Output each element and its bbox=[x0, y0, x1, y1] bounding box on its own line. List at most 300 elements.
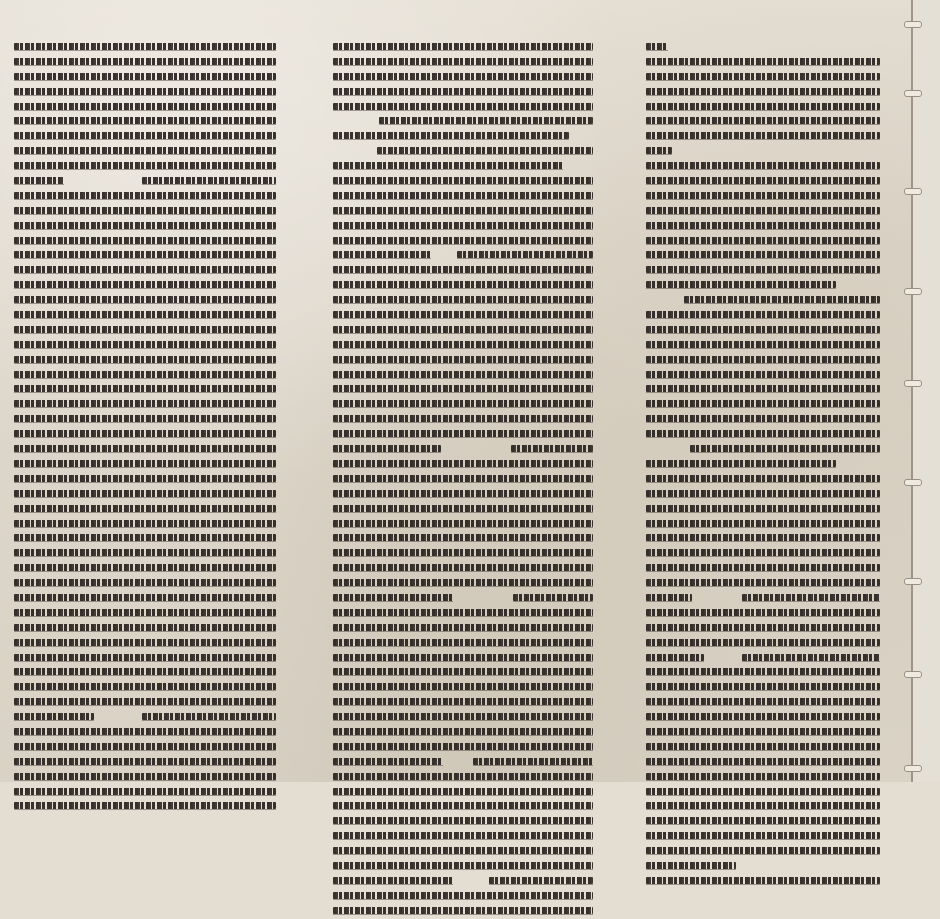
text-line bbox=[333, 472, 593, 487]
ink-text-segment bbox=[646, 222, 880, 229]
ink-text-segment bbox=[142, 177, 276, 184]
ink-text-segment bbox=[646, 549, 880, 556]
ink-text-segment bbox=[14, 237, 276, 244]
ink-text-segment bbox=[646, 162, 880, 169]
ink-text-segment bbox=[646, 371, 880, 378]
stitch bbox=[904, 21, 922, 28]
text-line bbox=[646, 397, 880, 412]
text-line bbox=[14, 546, 276, 561]
ink-text-segment bbox=[333, 892, 593, 899]
ink-text-segment bbox=[333, 520, 593, 527]
ink-text-segment bbox=[377, 147, 593, 154]
text-line bbox=[333, 517, 593, 532]
text-line bbox=[646, 546, 880, 561]
ink-text-segment bbox=[14, 460, 276, 467]
ink-text-segment bbox=[14, 385, 276, 392]
ink-text-segment bbox=[14, 103, 276, 110]
text-line bbox=[14, 606, 276, 621]
ink-text-segment bbox=[511, 445, 593, 452]
ink-text-segment bbox=[14, 117, 276, 124]
ink-text-segment bbox=[333, 654, 593, 661]
text-line bbox=[333, 100, 593, 115]
ink-text-segment bbox=[333, 505, 593, 512]
ink-text-segment bbox=[14, 445, 276, 452]
ink-text-segment bbox=[333, 326, 593, 333]
text-line bbox=[646, 665, 880, 680]
text-line bbox=[646, 502, 880, 517]
ink-text-segment bbox=[14, 520, 276, 527]
text-line bbox=[646, 859, 880, 874]
ink-text-segment bbox=[690, 445, 880, 452]
ink-text-segment bbox=[646, 400, 880, 407]
text-line bbox=[333, 814, 593, 829]
stitch bbox=[904, 380, 922, 387]
ink-text-segment bbox=[684, 296, 880, 303]
text-line bbox=[333, 487, 593, 502]
text-line bbox=[646, 442, 880, 457]
ink-text-segment bbox=[333, 877, 453, 884]
text-line bbox=[333, 695, 593, 710]
text-line bbox=[646, 55, 880, 70]
stitch bbox=[904, 188, 922, 195]
ink-text-segment bbox=[742, 594, 880, 601]
ink-text-segment bbox=[333, 579, 593, 586]
text-line bbox=[646, 129, 880, 144]
ink-text-segment bbox=[14, 475, 276, 482]
text-line bbox=[646, 114, 880, 129]
ink-text-segment bbox=[14, 609, 276, 616]
ink-text-segment bbox=[14, 251, 276, 258]
stitch bbox=[904, 479, 922, 486]
text-line bbox=[333, 859, 593, 874]
text-line bbox=[333, 293, 593, 308]
ink-text-segment bbox=[333, 296, 593, 303]
ink-text-segment bbox=[646, 728, 880, 735]
ink-text-segment bbox=[646, 58, 880, 65]
ink-text-segment bbox=[333, 802, 593, 809]
text-line bbox=[14, 353, 276, 368]
ink-text-segment bbox=[333, 281, 593, 288]
ink-text-segment bbox=[333, 132, 569, 139]
text-line bbox=[14, 591, 276, 606]
text-line bbox=[14, 412, 276, 427]
ink-text-segment bbox=[646, 654, 704, 661]
text-line bbox=[333, 308, 593, 323]
text-line bbox=[333, 904, 593, 919]
ink-text-segment bbox=[14, 802, 276, 809]
ink-text-segment bbox=[14, 654, 276, 661]
ink-text-segment bbox=[646, 579, 880, 586]
text-line bbox=[646, 248, 880, 263]
ink-text-segment bbox=[14, 728, 276, 735]
text-line bbox=[333, 427, 593, 442]
text-line bbox=[14, 695, 276, 710]
text-line bbox=[14, 397, 276, 412]
text-line bbox=[333, 889, 593, 904]
text-line bbox=[333, 129, 593, 144]
ink-text-segment bbox=[333, 177, 593, 184]
ink-text-segment bbox=[14, 430, 276, 437]
text-line bbox=[333, 457, 593, 472]
text-line bbox=[333, 55, 593, 70]
text-line bbox=[646, 427, 880, 442]
text-line bbox=[333, 710, 593, 725]
text-line bbox=[14, 144, 276, 159]
text-line bbox=[646, 576, 880, 591]
ink-text-segment bbox=[14, 58, 276, 65]
ink-text-segment bbox=[646, 534, 880, 541]
ink-text-segment bbox=[14, 356, 276, 363]
text-line bbox=[646, 680, 880, 695]
text-line bbox=[646, 472, 880, 487]
ink-text-segment bbox=[333, 549, 593, 556]
ink-text-segment bbox=[333, 534, 593, 541]
ink-text-segment bbox=[473, 758, 593, 765]
ink-text-segment bbox=[333, 683, 593, 690]
column-right-of-reader-first bbox=[14, 40, 276, 814]
ink-text-segment bbox=[333, 594, 453, 601]
text-line bbox=[333, 159, 593, 174]
ink-text-segment bbox=[333, 475, 593, 482]
ink-text-segment bbox=[646, 505, 880, 512]
text-line bbox=[646, 799, 880, 814]
ink-text-segment bbox=[333, 668, 593, 675]
text-line bbox=[14, 40, 276, 55]
ink-text-segment bbox=[646, 103, 880, 110]
text-line bbox=[14, 293, 276, 308]
text-line bbox=[14, 665, 276, 680]
ink-text-segment bbox=[646, 609, 880, 616]
text-line bbox=[333, 174, 593, 189]
ink-text-segment bbox=[457, 251, 593, 258]
ink-text-segment bbox=[14, 177, 64, 184]
text-line bbox=[14, 680, 276, 695]
ink-text-segment bbox=[646, 594, 692, 601]
ink-text-segment bbox=[646, 877, 880, 884]
text-line bbox=[14, 382, 276, 397]
stitch bbox=[904, 765, 922, 772]
text-line bbox=[14, 174, 276, 189]
ink-text-segment bbox=[646, 743, 880, 750]
text-line bbox=[14, 114, 276, 129]
ink-text-segment bbox=[646, 237, 880, 244]
ink-text-segment bbox=[646, 341, 880, 348]
text-line bbox=[646, 636, 880, 651]
text-line bbox=[646, 234, 880, 249]
text-line bbox=[333, 40, 593, 55]
text-line bbox=[646, 517, 880, 532]
text-line bbox=[333, 234, 593, 249]
ink-text-segment bbox=[333, 639, 593, 646]
text-line bbox=[14, 785, 276, 800]
ink-text-segment bbox=[646, 266, 880, 273]
ink-text-segment bbox=[333, 341, 593, 348]
ink-text-segment bbox=[333, 385, 593, 392]
ink-text-segment bbox=[742, 654, 880, 661]
ink-text-segment bbox=[14, 73, 276, 80]
ink-text-segment bbox=[646, 73, 880, 80]
ink-text-segment bbox=[333, 415, 593, 422]
ink-text-segment bbox=[14, 400, 276, 407]
ink-text-segment bbox=[14, 341, 276, 348]
text-line bbox=[14, 323, 276, 338]
ink-text-segment bbox=[14, 534, 276, 541]
text-line bbox=[333, 829, 593, 844]
text-line bbox=[646, 695, 880, 710]
ink-text-segment bbox=[646, 415, 880, 422]
text-line bbox=[14, 219, 276, 234]
ink-text-segment bbox=[646, 698, 880, 705]
text-line bbox=[333, 338, 593, 353]
text-line bbox=[14, 338, 276, 353]
text-line bbox=[646, 263, 880, 278]
ink-text-segment bbox=[14, 207, 276, 214]
text-line bbox=[646, 487, 880, 502]
ink-text-segment bbox=[646, 832, 880, 839]
text-line bbox=[14, 442, 276, 457]
text-line bbox=[333, 591, 593, 606]
text-line bbox=[646, 40, 880, 55]
text-line bbox=[333, 144, 593, 159]
text-line bbox=[333, 561, 593, 576]
text-line bbox=[14, 278, 276, 293]
ink-text-segment bbox=[333, 103, 593, 110]
ink-text-segment bbox=[333, 758, 443, 765]
ink-text-segment bbox=[646, 88, 880, 95]
ink-text-segment bbox=[14, 698, 276, 705]
text-line bbox=[646, 710, 880, 725]
ink-text-segment bbox=[333, 460, 593, 467]
text-line bbox=[646, 204, 880, 219]
text-line bbox=[646, 829, 880, 844]
ink-text-segment bbox=[379, 117, 593, 124]
text-line bbox=[14, 159, 276, 174]
ink-text-segment bbox=[333, 847, 593, 854]
ink-text-segment bbox=[646, 207, 880, 214]
text-line bbox=[646, 725, 880, 740]
text-line bbox=[14, 710, 276, 725]
text-line bbox=[333, 278, 593, 293]
text-line bbox=[14, 755, 276, 770]
ink-text-segment bbox=[646, 802, 880, 809]
text-line bbox=[333, 263, 593, 278]
text-line bbox=[14, 517, 276, 532]
ink-text-segment bbox=[14, 639, 276, 646]
text-line bbox=[14, 189, 276, 204]
ink-text-segment bbox=[14, 147, 276, 154]
text-line bbox=[646, 531, 880, 546]
ink-text-segment bbox=[333, 564, 593, 571]
text-line bbox=[646, 740, 880, 755]
ink-text-segment bbox=[14, 326, 276, 333]
ink-text-segment bbox=[14, 743, 276, 750]
ink-text-segment bbox=[646, 281, 836, 288]
text-line bbox=[14, 55, 276, 70]
ink-text-segment bbox=[646, 520, 880, 527]
text-line bbox=[333, 114, 593, 129]
text-line bbox=[14, 502, 276, 517]
ink-text-segment bbox=[14, 43, 276, 50]
text-line bbox=[14, 129, 276, 144]
ink-text-segment bbox=[333, 713, 593, 720]
ink-text-segment bbox=[14, 594, 276, 601]
text-line bbox=[333, 546, 593, 561]
ink-text-segment bbox=[14, 490, 276, 497]
ink-text-segment bbox=[333, 237, 593, 244]
ink-text-segment bbox=[646, 564, 880, 571]
text-line bbox=[646, 353, 880, 368]
text-line bbox=[646, 561, 880, 576]
text-line bbox=[14, 204, 276, 219]
text-line bbox=[646, 651, 880, 666]
ink-text-segment bbox=[333, 162, 563, 169]
ink-text-segment bbox=[646, 430, 880, 437]
text-line bbox=[646, 189, 880, 204]
ink-text-segment bbox=[14, 505, 276, 512]
text-line bbox=[14, 457, 276, 472]
text-line bbox=[14, 799, 276, 814]
text-line bbox=[646, 278, 880, 293]
ink-text-segment bbox=[333, 862, 593, 869]
text-line bbox=[14, 70, 276, 85]
ink-text-segment bbox=[333, 430, 593, 437]
ink-text-segment bbox=[333, 743, 593, 750]
sheet-seam bbox=[911, 0, 913, 782]
text-line bbox=[333, 248, 593, 263]
ink-text-segment bbox=[333, 907, 593, 914]
text-line bbox=[646, 85, 880, 100]
text-line bbox=[646, 874, 880, 889]
text-line bbox=[333, 85, 593, 100]
ink-text-segment bbox=[333, 490, 593, 497]
text-line bbox=[333, 680, 593, 695]
text-line bbox=[646, 591, 880, 606]
text-line bbox=[333, 606, 593, 621]
text-line bbox=[646, 621, 880, 636]
text-line bbox=[646, 144, 880, 159]
ink-text-segment bbox=[14, 88, 276, 95]
ink-text-segment bbox=[646, 624, 880, 631]
text-line bbox=[646, 606, 880, 621]
text-line bbox=[333, 755, 593, 770]
text-line bbox=[14, 576, 276, 591]
ink-text-segment bbox=[14, 311, 276, 318]
ink-text-segment bbox=[14, 371, 276, 378]
text-line bbox=[646, 382, 880, 397]
text-line bbox=[14, 725, 276, 740]
ink-text-segment bbox=[333, 251, 431, 258]
text-line bbox=[333, 725, 593, 740]
ink-text-segment bbox=[333, 58, 593, 65]
ink-text-segment bbox=[14, 624, 276, 631]
stitch bbox=[904, 578, 922, 585]
ink-text-segment bbox=[333, 207, 593, 214]
ink-text-segment bbox=[646, 460, 836, 467]
text-line bbox=[646, 844, 880, 859]
ink-text-segment bbox=[646, 326, 880, 333]
text-line bbox=[333, 219, 593, 234]
text-line bbox=[14, 427, 276, 442]
ink-text-segment bbox=[646, 43, 668, 50]
ink-text-segment bbox=[646, 117, 880, 124]
text-line bbox=[333, 353, 593, 368]
ink-text-segment bbox=[646, 668, 880, 675]
text-line bbox=[333, 799, 593, 814]
column-left bbox=[646, 40, 880, 889]
ink-text-segment bbox=[333, 788, 593, 795]
text-line bbox=[333, 874, 593, 889]
ink-text-segment bbox=[646, 758, 880, 765]
text-line bbox=[14, 234, 276, 249]
text-line bbox=[14, 368, 276, 383]
ink-text-segment bbox=[646, 385, 880, 392]
text-line bbox=[333, 740, 593, 755]
ink-text-segment bbox=[333, 371, 593, 378]
ink-text-segment bbox=[333, 88, 593, 95]
text-line bbox=[646, 457, 880, 472]
text-line bbox=[14, 472, 276, 487]
text-line bbox=[14, 100, 276, 115]
text-line bbox=[333, 382, 593, 397]
text-line bbox=[333, 636, 593, 651]
text-line bbox=[646, 755, 880, 770]
text-line bbox=[646, 293, 880, 308]
ink-text-segment bbox=[14, 281, 276, 288]
ink-text-segment bbox=[14, 579, 276, 586]
text-line bbox=[333, 844, 593, 859]
ink-text-segment bbox=[14, 296, 276, 303]
stitch bbox=[904, 288, 922, 295]
ink-text-segment bbox=[14, 415, 276, 422]
ink-text-segment bbox=[646, 177, 880, 184]
ink-text-segment bbox=[14, 758, 276, 765]
ink-text-segment bbox=[14, 132, 276, 139]
ink-text-segment bbox=[333, 698, 593, 705]
text-line bbox=[646, 785, 880, 800]
text-line bbox=[646, 323, 880, 338]
ink-text-segment bbox=[14, 162, 276, 169]
ink-text-segment bbox=[513, 594, 593, 601]
ink-text-segment bbox=[14, 713, 94, 720]
text-line bbox=[333, 621, 593, 636]
text-line bbox=[14, 770, 276, 785]
ink-text-segment bbox=[646, 490, 880, 497]
ink-text-segment bbox=[14, 266, 276, 273]
ink-text-segment bbox=[646, 132, 880, 139]
text-line bbox=[14, 621, 276, 636]
ink-text-segment bbox=[333, 817, 593, 824]
text-line bbox=[333, 665, 593, 680]
text-line bbox=[646, 159, 880, 174]
ink-text-segment bbox=[333, 400, 593, 407]
text-line bbox=[333, 189, 593, 204]
text-line bbox=[333, 651, 593, 666]
text-line bbox=[333, 785, 593, 800]
ink-text-segment bbox=[646, 862, 736, 869]
ink-text-segment bbox=[333, 43, 593, 50]
text-line bbox=[14, 561, 276, 576]
stitch bbox=[904, 671, 922, 678]
ink-text-segment bbox=[646, 639, 880, 646]
text-line bbox=[333, 412, 593, 427]
text-line bbox=[14, 636, 276, 651]
text-line bbox=[333, 323, 593, 338]
adjacent-parchment-sheet bbox=[913, 0, 940, 782]
text-line bbox=[333, 502, 593, 517]
text-line bbox=[646, 770, 880, 785]
ink-text-segment bbox=[646, 311, 880, 318]
ink-text-segment bbox=[14, 564, 276, 571]
